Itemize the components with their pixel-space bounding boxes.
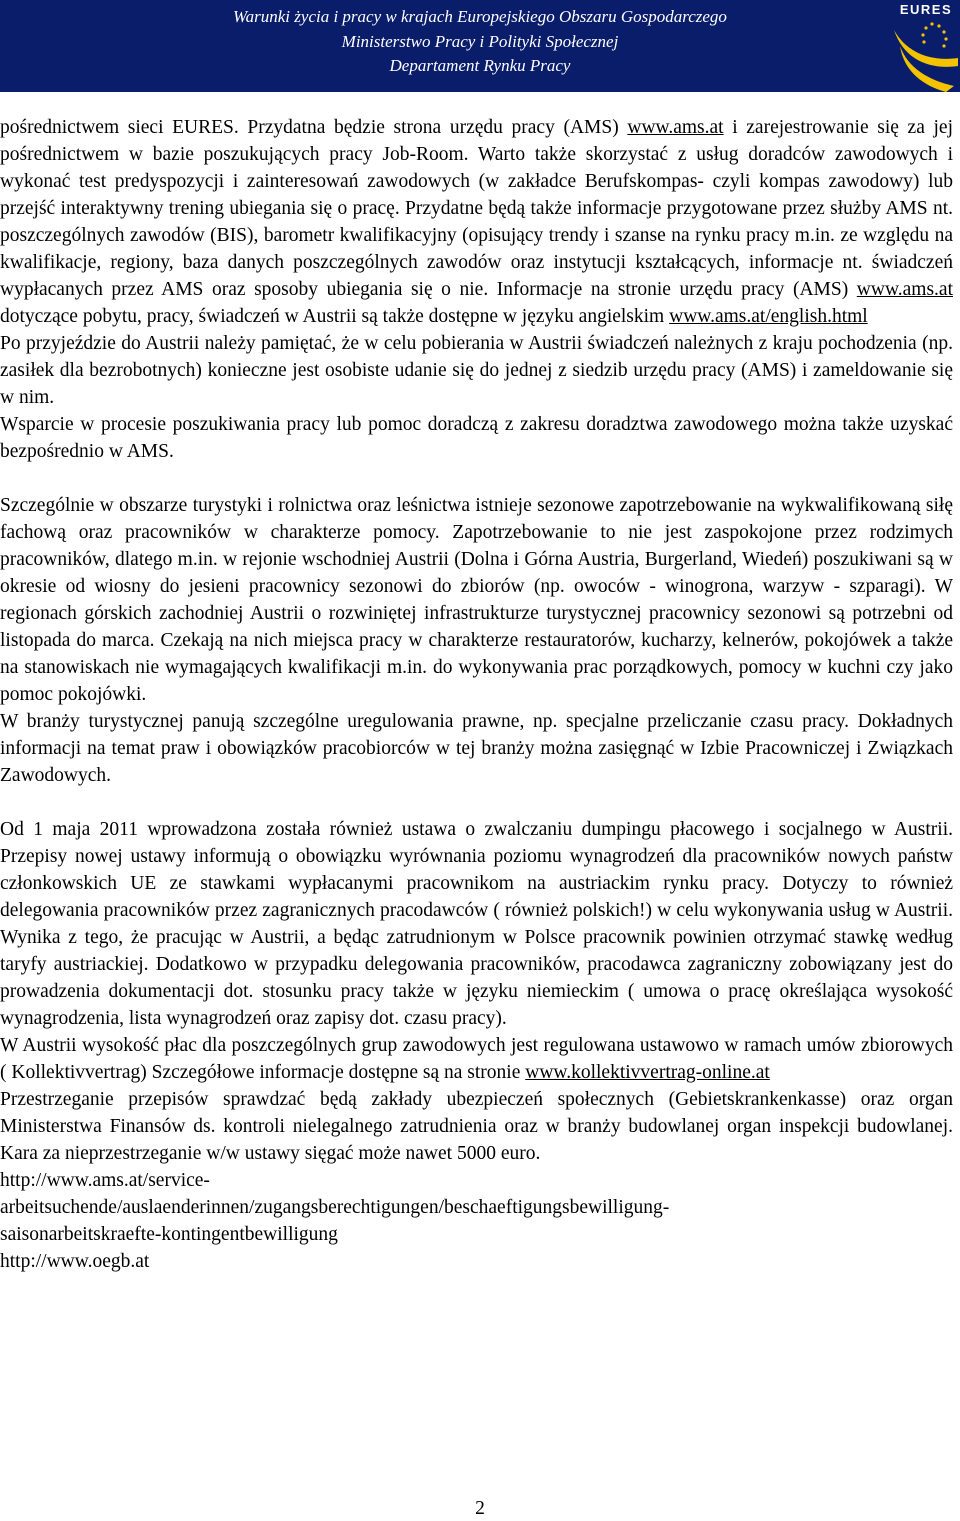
header-line-title: Warunki życia i pracy w krajach Europejskiego Obszaru Gospodarczego: [233, 7, 727, 26]
url-oegb-link[interactable]: http://www.oegb.at: [0, 1251, 150, 1272]
eures-logo-swoosh-upper: [894, 30, 958, 67]
link-ams-english[interactable]: www.ams.at/english.html: [669, 306, 868, 327]
link-kollektivvertrag[interactable]: www.kollektivvertrag-online.at: [525, 1062, 770, 1083]
paragraph-enforcement: Przestrzeganie przepisów sprawdzać będą zakłady ubezpieczeń społecznych (Gebietskrankenkasse) oraz organ Ministerstwa Finansów ds. kontroli nielegalnego zatrudnienia oraz w branży budowlanej organ inspekcji budowlanej. Kara za nieprzestrzeganie w/w ustawy sięgać może nawet 5000 euro.: [0, 1089, 953, 1164]
paragraph-wage-dumping-law: Od 1 maja 2011 wprowadzona została również ustawa o zwalczaniu dumpingu płacowego i socjalnego w Austrii. Przepisy nowej ustawy informują o obowiązku wyrównania poziomu wynagrodzeń dla pracowników nowych państw członkowskich UE ze stawkami wypłacanymi pracownikom na austriackim rynku pracy. Dotyczy to również delegowania pracowników przez zagranicznych pracodawców ( również polskich!) w celu wykonywania usług w Austrii. Wynika z tego, że pracując w Austrii, a będąc zatrudnionym w Polsce pracownik powinien otrzymać stawkę według taryfy austriackiej. Dodatkowo w przypadku delegowania pracowników, pracodawca zagraniczny zobowiązany jest do prowadzenia dokumentacji dot. stosunku pracy także w języku niemieckim ( umowa o pracę określająca wysokość wynagrodzenia, lista wynagrodzeń oraz zapisy dot. czasu pracy).: [0, 819, 953, 1029]
paragraph-ams-services: pośrednictwem sieci EURES. Przydatna będzie strona urzędu pracy (AMS) www.ams.at i zarejestrowanie się za jej pośrednictwem w bazie poszukujących pracy Job-Room. Warto także skorzystać z usług doradców zawodowych i wykonać test predyspozycji i zainteresowań zawodowych (w zakładce Berufskompas- czyli kompas zawodowy) lub przejść interaktywny trening ubiegania się o pracę. Przydatne będą także informacje przygotowane przez służby AMS nt. poszczególnych zawodów (BIS), barometr kwalifikacyjny (opisujący trendy i szanse na rynku pracy m.in. ze względu na kwalifikacje, regiony, baza danych poszczególnych zawodów oraz instytucji kształcących, informacje nt. świadczeń wypłacanych przez AMS oraz sposoby ubiegania się o nie. Informacje na stronie urzędu pracy (AMS) www.ams.at dotyczące pobytu, pracy, świadczeń w Austrii są także dostępne w języku angielskim www.ams.at/english.html: [0, 117, 953, 327]
document-header: [0, 0, 960, 92]
page-number: 2: [475, 1498, 485, 1519]
paragraph-support: Wsparcie w procesie poszukiwania pracy lub pomoc doradczą z zakresu doradztwa zawodowego można także uzyskać bezpośrednio w AMS.: [0, 414, 953, 462]
paragraph-arrival: Po przyjeździe do Austrii należy pamiętać, że w celu pobierania w Austrii świadczeń należnych z kraju pochodzenia (np. zasiłek dla bezrobotnych) konieczne jest osobiste udanie się do jednej z siedzib urzędu pracy (AMS) i zameldowanie się w nim.: [0, 333, 953, 408]
header-text: [0, 5, 960, 79]
eures-logo-stars: [921, 22, 947, 47]
header-line-ministry: Ministerstwo Pracy i Polityki Społecznej: [341, 31, 619, 51]
header-line-department: Departament Rynku Pracy: [389, 56, 571, 75]
eures-logo-swoosh-lower: [900, 46, 954, 92]
eures-logo-text: EURES: [899, 2, 953, 17]
link-ams[interactable]: www.ams.at: [627, 117, 724, 138]
paragraph-tourism-regulations: W branży turystycznej panują szczególne uregulowania prawne, np. specjalne przeliczanie czasu pracy. Dokładnych informacji na temat praw i obowiązków pracobiorców w tej branży można zasięgnąć w Izbie Pracowniczej i Związkach Zawodowych.: [0, 711, 953, 786]
paragraph-collective-agreements: W Austrii wysokość płac dla poszczególnych grup zawodowych jest regulowana ustawowo w ramach umów zbiorowych ( Kollektivvertrag) Szczegółowe informacje dostępne są na stronie www.kollektivvertrag-online.at: [0, 1035, 953, 1083]
paragraph-seasonal-work: Szczególnie w obszarze turystyki i rolnictwa oraz leśnictwa istnieje sezonowe zapotrzebowanie na wykwalifikowaną siłę fachową oraz pracowników w charakterze pomocy. Zapotrzebowanie to nie jest zaspokojone przez rodzimych pracowników, dlatego m.in. w rejonie wschodniej Austrii (Dolna i Górna Austria, Burgerland, Wiedeń) poszukiwani są w okresie od wiosny do jesieni pracownicy sezonowi do zbiorów (np. owoców - winogrona, warzyw - szparagi). W regionach górskich zachodniej Austrii o rozwiniętej infrastrukturze turystycznej pracownicy sezonowi są potrzebni od listopada do marca. Czekają na nich miejsca pracy w charakterze restauratorów, kucharzy, kelnerów, pokojówek a także na stanowiskach nie wymagających kwalifikacji m.in. do wykonywania prac porządkowych, pomocy w kuchni czy jako pomoc pokojówki.: [0, 495, 953, 705]
eures-logo-icon: [886, 0, 960, 92]
link-ams-2[interactable]: www.ams.at: [856, 279, 953, 300]
url-ams-seasonal-link[interactable]: http://www.ams.at/service- arbeitsuchende/auslaenderinnen/zugangsberechtigungen/beschaeftigungsbewilligung- saisonarbeitskraefte-kontingentbewilligung: [0, 1170, 670, 1245]
document-body: [0, 114, 953, 1275]
